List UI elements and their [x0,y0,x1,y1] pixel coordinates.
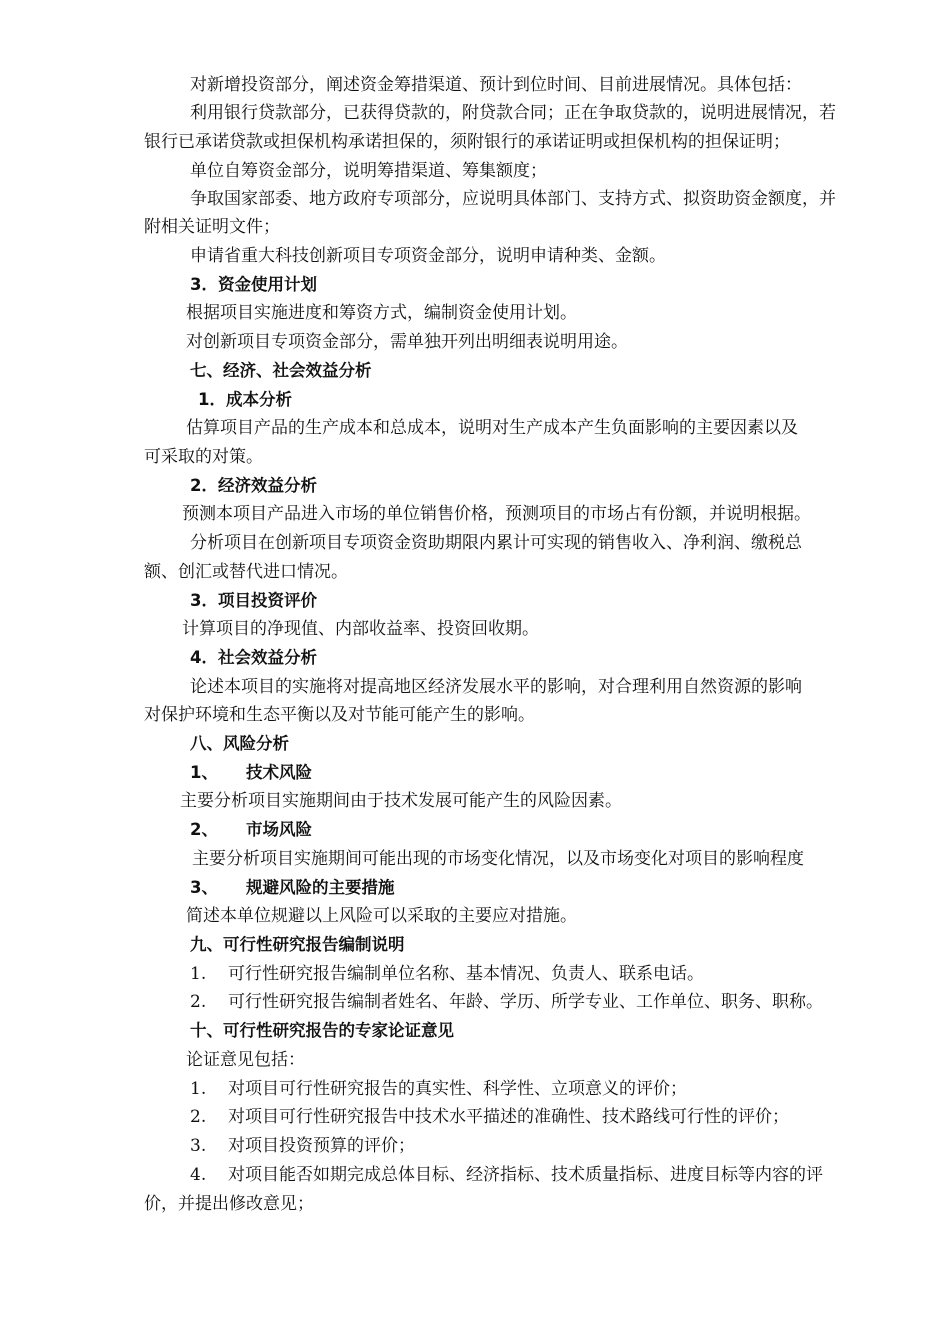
paragraph-line: 预测本项目产品进入市场的单位销售价格，预测项目的市场占有份额，并说明根据。 [182,504,811,524]
list-item-text: 可行性研究报告编制者姓名、年龄、学历、所学专业、工作单位、职务、职称。 [228,992,823,1012]
numbered-heading [0,877,950,899]
paragraph-line: 论述本项目的实施将对提高地区经济发展水平的影响，对合理利用自然资源的影响 [190,677,802,697]
list-number: 1. [190,1079,207,1099]
subsection-heading: 3．资金使用计划 [190,275,317,294]
paragraph-line: 银行已承诺贷款或担保机构承诺担保的，须附银行的承诺证明或担保机构的担保证明； [144,132,790,152]
numbered-heading [0,762,950,784]
numbered-item [0,1106,950,1128]
paragraph-line: 额、创汇或替代进口情况。 [144,562,348,582]
paragraph-line: 对新增投资部分，阐述资金筹措渠道、预计到位时间、目前进展情况。具体包括： [190,75,802,95]
subsection-heading: 1．成本分析 [198,390,292,409]
numbered-item [0,1078,950,1100]
paragraph-line: 主要分析项目实施期间由于技术发展可能产生的风险因素。 [180,791,622,811]
paragraph-line: 可采取的对策。 [144,447,263,467]
numbered-item [0,991,950,1013]
paragraph-line: 单位自筹资金部分，说明筹措渠道、筹集额度； [190,161,547,181]
list-number: 3. [190,1136,207,1156]
section-heading: 七、经济、社会效益分析 [190,361,372,380]
section-heading: 十、可行性研究报告的专家论证意见 [190,1021,454,1040]
list-number: 2、 [190,820,218,839]
subsection-heading: 4．社会效益分析 [190,648,317,667]
paragraph-line: 分析项目在创新项目专项资金资助期限内累计可实现的销售收入、净利润、缴税总 [190,533,802,553]
paragraph-line: 附相关证明文件； [144,217,280,237]
numbered-item [0,1164,950,1186]
paragraph-line: 价，并提出修改意见； [144,1194,314,1214]
paragraph-line: 主要分析项目实施期间可能出现的市场变化情况，以及市场变化对项目的影响程度 [192,849,804,869]
list-number: 1、 [190,763,218,782]
paragraph-line: 估算项目产品的生产成本和总成本，说明对生产成本产生负面影响的主要因素以及 [186,418,798,438]
list-item-text: 对项目可行性研究报告中技术水平描述的准确性、技术路线可行性的评价； [228,1107,789,1127]
subsection-heading: 3．项目投资评价 [190,591,317,610]
section-heading: 八、风险分析 [190,734,289,753]
list-number: 2. [190,992,207,1012]
numbered-item [0,963,950,985]
list-item-text: 对项目投资预算的评价； [228,1136,415,1156]
numbered-heading [0,819,950,841]
paragraph-line: 根据项目实施进度和筹资方式，编制资金使用计划。 [186,303,577,323]
paragraph-line: 论证意见包括： [186,1050,305,1070]
paragraph-line: 申请省重大科技创新项目专项资金部分，说明申请种类、金额。 [190,246,666,266]
subsection-heading: 技术风险 [246,763,312,782]
subsection-heading: 2．经济效益分析 [190,476,317,495]
list-number: 2. [190,1107,207,1127]
list-item-text: 对项目可行性研究报告的真实性、科学性、立项意义的评价； [228,1079,687,1099]
section-heading: 九、可行性研究报告编制说明 [190,935,405,954]
paragraph-line: 利用银行贷款部分，已获得贷款的，附贷款合同；正在争取贷款的，说明进展情况，若 [190,103,836,123]
subsection-heading: 规避风险的主要措施 [246,878,395,897]
list-number: 1. [190,964,207,984]
list-number: 4. [190,1165,207,1185]
paragraph-line: 争取国家部委、地方政府专项部分，应说明具体部门、支持方式、拟资助资金额度，并 [190,189,836,209]
list-item-text: 可行性研究报告编制单位名称、基本情况、负责人、联系电话。 [228,964,704,984]
list-number: 3、 [190,878,218,897]
numbered-item [0,1135,950,1157]
list-item-text: 对项目能否如期完成总体目标、经济指标、技术质量指标、进度目标等内容的评 [228,1165,823,1185]
paragraph-line: 对创新项目专项资金部分，需单独开列出明细表说明用途。 [186,332,628,352]
subsection-heading: 市场风险 [246,820,312,839]
paragraph-line: 对保护环境和生态平衡以及对节能可能产生的影响。 [144,705,535,725]
paragraph-line: 计算项目的净现值、内部收益率、投资回收期。 [182,619,539,639]
paragraph-line: 简述本单位规避以上风险可以采取的主要应对措施。 [186,906,577,926]
